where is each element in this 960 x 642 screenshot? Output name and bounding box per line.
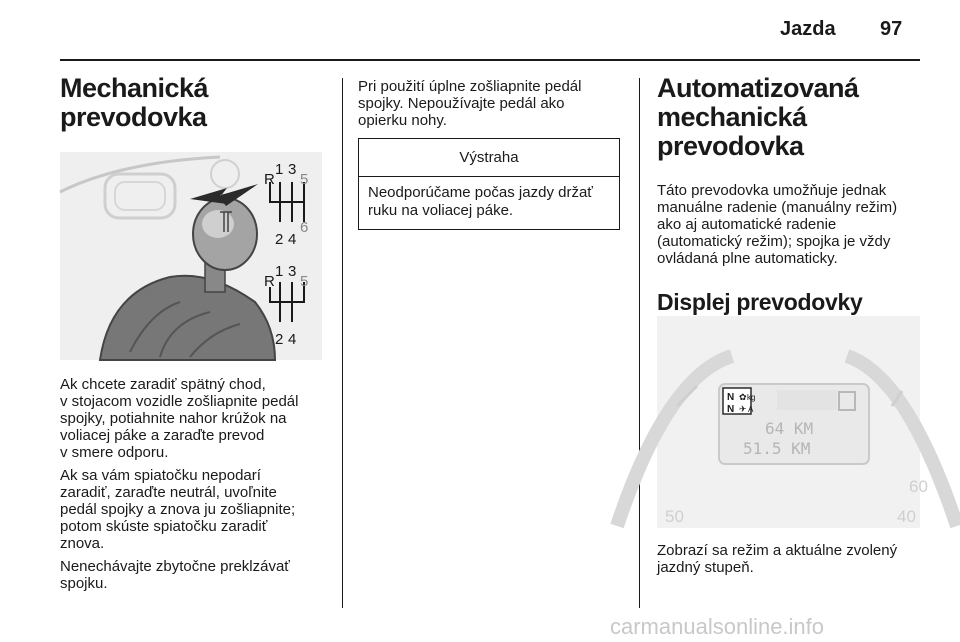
warning-box xyxy=(358,138,620,230)
scale-label-60: 60 xyxy=(909,477,928,496)
gear-label-1: 1 xyxy=(275,263,284,280)
warning-title: Výstraha xyxy=(359,139,619,177)
display-mode-n: N xyxy=(727,392,735,403)
gear-label-4: 4 xyxy=(288,331,297,348)
paragraph-reverse-fail: Ak sa vám spiatočku nepodarí zaradiť, zaraďte neutrál, uvoľnite pedál spojky a znova ju zošliapnite; potom skúste spiatočku zaradiť znova. xyxy=(60,467,296,552)
gear-label-5: 5 xyxy=(300,273,309,290)
gear-display-caption xyxy=(657,542,921,576)
display-a: A xyxy=(748,405,754,414)
paragraph-clutch-pedal: Pri použití úplne zošliapnite pedál spojky. Nepoužívajte pedál ako opierku nohy. xyxy=(358,78,582,129)
column-manual-gearbox xyxy=(60,74,328,132)
heading-manual-gearbox: Mechanická prevodovka xyxy=(60,73,209,132)
page-number: 97 xyxy=(880,18,903,40)
gear-label-r: R xyxy=(264,171,275,188)
scale-label-40: 40 xyxy=(897,507,916,526)
gear-label-4: 4 xyxy=(288,231,297,248)
display-km-2: 51.5 KM xyxy=(743,439,811,458)
gear-label-r: R xyxy=(264,273,275,290)
gear-label-2: 2 xyxy=(275,231,284,248)
page-header xyxy=(0,0,960,62)
heading-gear-display: Displej prevodovky xyxy=(657,289,863,315)
column-clutch-note xyxy=(358,78,622,129)
scale-label-50: 50 xyxy=(665,507,684,526)
gearbox-display-illustration xyxy=(657,316,928,528)
warning-text: Neodporúčame počas jazdy držať ruku na voliacej páke. xyxy=(368,184,593,219)
display-kg: kg xyxy=(747,393,756,402)
gear-lever-illustration xyxy=(60,152,322,360)
gear-lever-drawing xyxy=(60,152,322,360)
heading-automated-gearbox: Automatizovaná mechanická prevodovka xyxy=(657,73,859,161)
column-divider xyxy=(639,78,640,608)
paragraph-reverse-gear: Ak chcete zaradiť spätný chod, v stojacom vozidle zošliapnite pedál spojky, potiahnite nahor krúžok na voliacej páke a zaraďte prevod v smere odporu. xyxy=(60,376,299,461)
instrument-cluster-drawing xyxy=(657,316,928,528)
paragraph-clutch-slip: Nenechávajte zbytočne preklzávať spojku. xyxy=(60,558,290,592)
column-automated-gearbox xyxy=(657,74,921,315)
header-rule xyxy=(60,59,920,61)
paragraph-display-caption: Zobrazí sa režim a aktuálne zvolený jazdný stupeň. xyxy=(657,542,898,576)
display-km-1: 64 KM xyxy=(765,419,814,438)
watermark: carmanualsonline.info xyxy=(610,614,825,639)
manual-gearbox-text xyxy=(60,376,328,592)
gear-label-3: 3 xyxy=(288,161,297,178)
gear-label-2: 2 xyxy=(275,331,284,348)
gear-label-3: 3 xyxy=(288,263,297,280)
column-divider xyxy=(342,78,343,608)
svg-text:✿: ✿ xyxy=(739,392,747,402)
gear-label-1: 1 xyxy=(275,161,284,178)
gear-label-5: 5 xyxy=(300,171,309,188)
section-title: Jazda xyxy=(780,18,836,40)
gear-label-6: 6 xyxy=(300,219,309,236)
display-gear-n: N xyxy=(727,404,735,415)
svg-text:✈: ✈ xyxy=(739,404,747,414)
paragraph-automated-intro: Táto prevodovka umožňuje jednak manuálne radenie (manuálny režim) ako aj automatické radenie (automatický režim); spojka je vždy ovládaná plne automaticky. xyxy=(657,182,898,267)
